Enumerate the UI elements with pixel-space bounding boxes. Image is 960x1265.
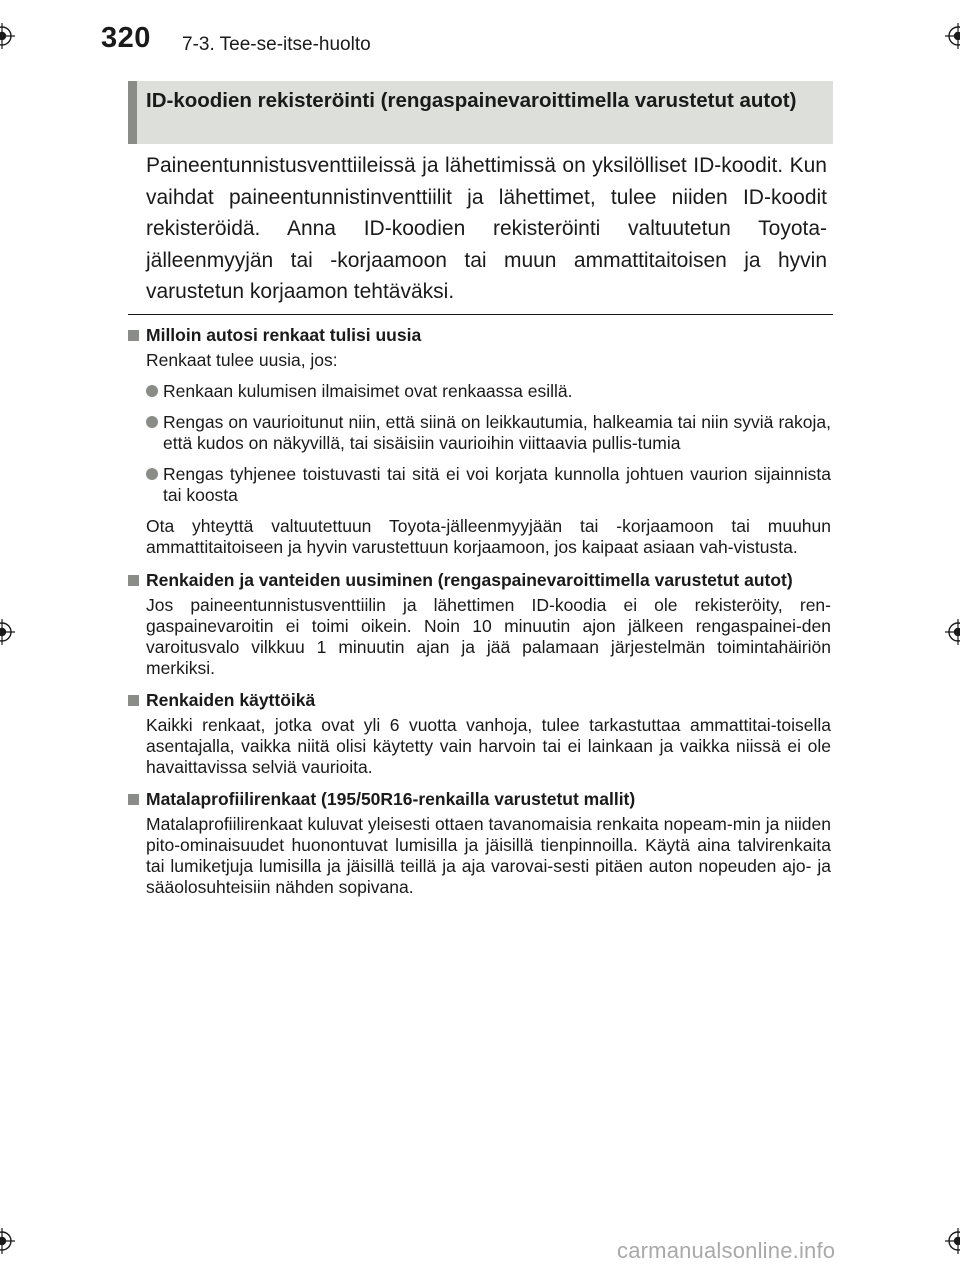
sub-heading: Matalaprofiilirenkaat (195/50R16-renkailla varustetut mallit) <box>128 789 831 810</box>
circle-bullet-icon <box>146 468 158 480</box>
paragraph: Ota yhteyttä valtuutettuun Toyota-jälleenmyyjään tai -korjaamoon tai muuhun ammattitaitoiseen ja hyvin varustettuun korjaamoon, jos kaipaat asiaan vah-vistusta. <box>146 516 831 557</box>
registration-mark-icon <box>945 23 960 49</box>
paragraph: Kaikki renkaat, jotka ovat yli 6 vuotta vanhoja, tulee tarkastuttaa ammattitai-toisella asentajalla, vaikka niitä olisi käytetty vain harvoin tai ei lainkaan ja vaikka niissä ei ole havaittavissa selviä vaurioita. <box>146 715 831 777</box>
list-item: Rengas tyhjenee toistuvasti tai sitä ei voi korjata kunnolla johtuen vaurion sijainnista tai koosta <box>128 464 831 506</box>
registration-mark-icon <box>945 619 960 645</box>
paragraph: Matalaprofiilirenkaat kuluvat yleisesti ottaen tavanomaisia renkaita nopeam-min ja niiden pito-ominaisuudet huonontuvat lumisilla ja jäisillä tienpinnoilla. Käytä aina talvirenkaita tai lumiketjuja lumisilla ja jäisillä teillä ja aja varovai-sesti pitäen auton nopeuden ajo- ja sääolosuhteisiin nähden sopivana. <box>146 814 831 897</box>
section-heading-box <box>128 81 833 144</box>
paragraph: Jos paineentunnistusventtiilin ja lähettimen ID-koodia ei ole rekisteröity, ren-gaspainevaroitin ei toimi oikein. Noin 10 minuutin ajon jälkeen rengaspainei-den varoitusvalo vilkkuu 1 minuutin ajan ja jää palamaan järjestelmän toimintahäiriön merkiksi. <box>146 595 831 678</box>
page-number: 320 <box>101 22 151 54</box>
list-item: Rengas on vaurioitunut niin, että siinä on leikkautumia, halkeamia tai niin syviä rakoja, että kudos on näkyvillä, tai sisäisiin vaurioihin viittaavia pullis-tumia <box>128 412 831 454</box>
sub-heading: Renkaiden käyttöikä <box>128 690 831 711</box>
section-heading: ID-koodien rekisteröinti (rengaspainevaroittimella varustetut autot) <box>146 89 797 112</box>
registration-mark-icon <box>945 1228 960 1254</box>
paragraph: Renkaat tulee uusia, jos: <box>146 350 338 370</box>
divider <box>128 314 833 315</box>
sub-heading: Renkaiden ja vanteiden uusiminen (rengaspainevaroittimella varustetut autot) <box>128 570 831 591</box>
intro-paragraph: Paineentunnistusventtiileissä ja lähettimissä on yksilölliset ID-koodit. Kun vaihdat paineentunnistinventtiilit ja lähettimet, tulee niiden ID-koodit rekisteröidä. Anna ID-koodien rekisteröinti valtuutetun Toyota-jälleenmyyjän tai -korjaamoon tai muun ammattitaitoisen ja hyvin varustetun korjaamon tehtäväksi. <box>146 154 827 304</box>
sub-heading: Milloin autosi renkaat tulisi uusia <box>128 325 831 346</box>
list-item: Renkaan kulumisen ilmaisimet ovat renkaassa esillä. <box>128 381 831 402</box>
square-bullet-icon <box>128 330 139 341</box>
square-bullet-icon <box>128 794 139 805</box>
registration-mark-icon <box>0 1228 15 1254</box>
watermark: carmanualsonline.info <box>617 1238 836 1263</box>
circle-bullet-icon <box>146 416 158 428</box>
registration-mark-icon <box>0 23 15 49</box>
registration-mark-icon <box>0 619 15 645</box>
square-bullet-icon <box>128 695 139 706</box>
section-title: 7-3. Tee-se-itse-huolto <box>182 34 371 55</box>
square-bullet-icon <box>128 575 139 586</box>
notes-content <box>128 325 831 898</box>
circle-bullet-icon <box>146 385 158 397</box>
